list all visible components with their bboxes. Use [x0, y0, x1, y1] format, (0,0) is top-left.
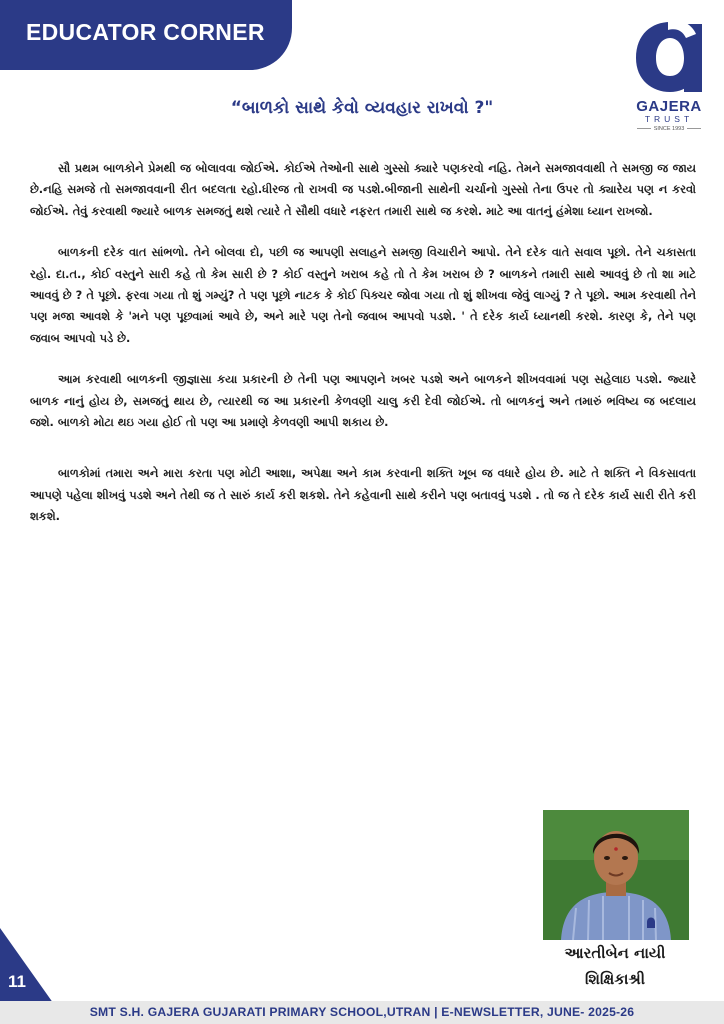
author-portrait-icon: [543, 810, 689, 940]
article-body: [30, 158, 696, 548]
section-title: EDUCATOR CORNER: [26, 19, 265, 45]
author-photo: [543, 810, 689, 940]
logo-since: SINCE 1993: [628, 126, 710, 132]
page-number: 11: [8, 972, 26, 991]
article-paragraph: આમ કરવાથી બાળકની જીજ્ઞાસા કયા પ્રકારની છે તેની પણ આપણને ખબર પડશે અને બાળકને શીખવવામાં પણ સહેલાઇ પડશે. જ્યારે બાળક નાનું હોય છે, સમજતું થાય છે, ત્યારથી જ આ પ્રકારની કેળવણી ચાલુ કરી દેવી જોઈએ. તો બાળકનું અને તમારું ભવિષ્ય જ બદલાય જશે. બાળકો મોટા થઇ ગયા હોઈ તો પણ આ પ્રમાણે કેળવણી આપી શકાય છે.: [30, 372, 697, 430]
author-role: શિક્ષિકાશ્રી: [584, 970, 645, 988]
article-paragraph: બાળકની દરેક વાત સાંભળો. તેને બોલવા દો, પછી જ આપણી સલાહને સમજી વિચારીને આપો. તેને દરેક વાતે સવાલ પૂછો. તેને ચકાસતા રહો. દા.ત., કોઈ વસ્તુને સારી કહે તો કેમ સારી છે ? કોઈ વસ્તુને ખરાબ કહે તો તે કેમ ખરાબ છે ? બાળકને તમારી સાથે આવવું છે તો શા માટે આવવું છે ? તે પૂછો. ફરવા ગયા તો શું ગમ્યું? તે પણ પૂછો નાટક કે કોઈ પિક્ચર જોવા ગયા તો શું શીખવા જેવું લાગ્યું ? તે પૂછો. આમ કરવાથી તેને પણ મજા આવશે કે 'મને પણ પૂછવામાં આવે છે, અને મારે પણ તેનો જવાબ આપવો પડશે. ' તે દરેક કાર્ય ધ્યાનથી કરશે. કારણ કે, તેને પણ જવાબ આપવો પડે છે.: [30, 245, 696, 345]
article-paragraph: સૌ પ્રથમ બાળકોને પ્રેમથી જ બોલાવવા જોઈએ. કોઈએ તેઓની સાથે ગુસ્સો ક્યારે પણકરવો નહિ. તેમને સમજાવવાથી તે સમજી જ જાય છે.નહિ સમજે તો સમજાવવાની રીત બદલતા રહો.ધીરજ તો રાખવી જ પડશે.બીજાની સાથેની ચર્ચાનો ગુસ્સો તેના ઉપર તો ક્યારેય પણ ન કરવો જોઈએ. તેવું કરવાથી જ્યારે બાળક સમજતું થશે ત્યારે તે સૌથી વધારે નફરત તમારી સાથે જ કરશે. માટે આ વાતનું હંમેશા ધ્યાન રાખજો.: [30, 161, 696, 218]
logo-subtitle: TRUST: [644, 114, 694, 124]
gajera-logo-mark-icon: [628, 14, 710, 96]
article-paragraph: બાળકોમાં તમારા અને મારા કરતા પણ મોટી આશા, અપેક્ષા અને કામ કરવાની શક્તિ ખૂબ જ વધારે હોય છે. માટે તે શક્તિ ને વિકસાવતા આપણે પહેલા શીખવું પડશે અને તેથી જ તે સારું કાર્ય કરી શકશે. તેને કહેવાની સાથે કરીને પણ બતાવવું પડશે . તો જ તે દરેક કાર્ય સારી રીતે કરી શકશે.: [30, 466, 696, 524]
footer-text: SMT S.H. GAJERA GUJARATI PRIMARY SCHOOL,UTRAN | E-NEWSLETTER, JUNE- 2025-26: [89, 1005, 635, 1019]
author-name: આરતીબેન નાયી: [564, 944, 666, 962]
logo-name: GAJERA: [636, 98, 702, 115]
article-title: “બાળકો સાથે કેવો વ્યવહાર રાખવો ?": [230, 98, 494, 118]
